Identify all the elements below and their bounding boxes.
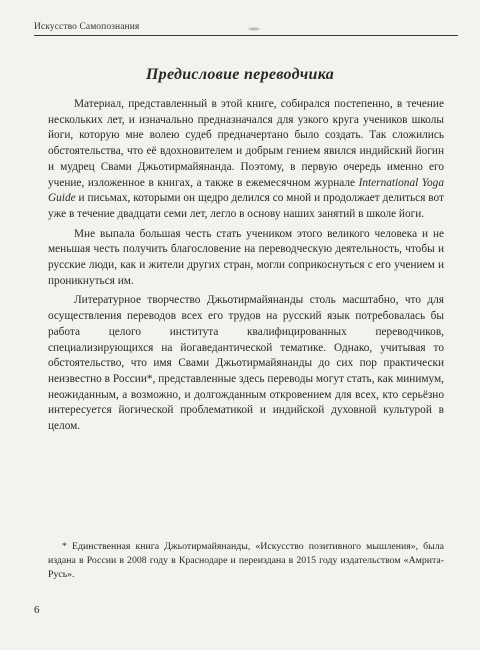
body-text bbox=[48, 97, 444, 439]
paragraph-3: Литературное творчество Джьотирмайянанды столь масштабно, что для осуществления переводов всех его трудов на русский язык потребовалась бы работа целого института квалифицированных переводчиков, специализирующихся на йогаведантической тематике. Однако, учитывая то обстоятельство, что имя Свами Джьотирмайянанды до сих пор практически неизвестно в России*, представленные здесь переводы могут стать, как минимум, неожиданным, а возможно, и долгожданным откровением для всех, кто серьёзно интересуется йогической проблематикой и индийской духовной культурой в целом. bbox=[48, 294, 444, 433]
paragraph-2: Мне выпала большая честь стать учеником этого великого человека и не меньшая честь получить благословение на переводческую деятельность, чтобы и русские люди, как и жители других стран, могли соприкоснуться с его учением и проникнуться им. bbox=[48, 227, 444, 287]
running-head: Искусство Самопознания bbox=[34, 22, 140, 32]
journal-title: International Yoga Guide bbox=[48, 176, 444, 205]
paragraph-1-end: и письмах, которыми он щедро делился со мной и продолжает делиться вот уже в течение двадцати семи лет, легло в основу наших занятий в школе йоги. bbox=[48, 192, 444, 220]
header-rule bbox=[34, 35, 458, 36]
chapter-title: Предисловие переводчика bbox=[145, 66, 335, 83]
footnote bbox=[48, 540, 444, 582]
paragraph-1-start: Материал, представленный в этой книге, собирался постепенно, в течение нескольких лет, и изначально предназначался для узкого круга учеников школы йоги, которую мне волею судеб предначертано было создать. Так сложились обстоятельства, что её вдохновителем и добрым гением явился индийский йогин и мудрец Свами Джьотирмайянанда. Поэтому, в первую очередь именно его учение, изложенное в книгах, а также в ежемесячном журнале bbox=[48, 98, 444, 189]
ornament-mark bbox=[247, 27, 261, 31]
footnote-text: * Единственная книга Джьотирмайянанды, «Искусство позитивного мышления», была издана в России в 2008 году в Краснодаре и переиздана в 2015 году издательством «Амрита-Русь». bbox=[48, 541, 444, 580]
page-number: 6 bbox=[34, 604, 40, 616]
paragraph-1 bbox=[48, 97, 444, 223]
